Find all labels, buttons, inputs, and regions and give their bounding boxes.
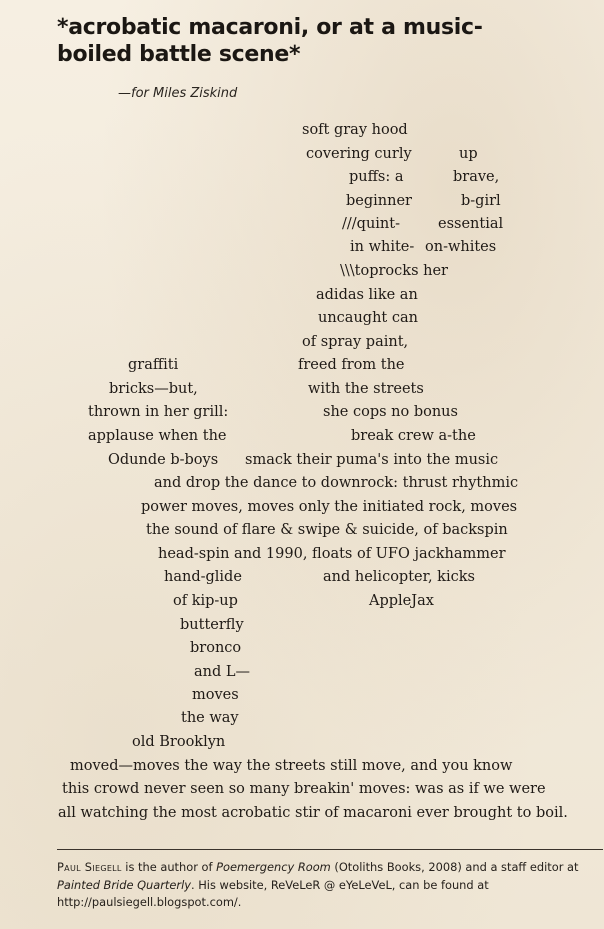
poem-line: of spray paint, <box>302 334 409 350</box>
poem-line: and L— <box>194 664 251 680</box>
poem-line: power moves, moves only the initiated rock, moves <box>141 499 518 515</box>
poem-line: ///quint- <box>342 216 400 232</box>
poem-line: beginner <box>346 193 412 209</box>
poem-line: covering curly <box>306 146 412 162</box>
bio-text: (Otoliths Books, 2008) and a staff editor at <box>330 860 579 874</box>
poem-line: hand-glide <box>164 569 242 585</box>
poem-line: up <box>459 146 478 162</box>
poem-title: *acrobatic macaroni, or at a music-boiled battle scene* <box>57 15 483 67</box>
poem-line: old Brooklyn <box>132 734 226 750</box>
dedication: —for Miles Ziskind <box>118 86 238 101</box>
poem-line: she cops no bonus <box>323 404 458 420</box>
poem-line: on-whites <box>425 239 497 255</box>
poem-line: \\\toprocks her <box>340 263 448 279</box>
bio-text: . His website, ReVeLeR @ eYeLeVeL, can be found at http://paulsiegell.blogspot.com/. <box>57 877 489 909</box>
poem-line: AppleJax <box>369 593 434 609</box>
poem-line: head-spin and 1990, floats of UFO jackhammer <box>158 546 506 562</box>
book-title: Poemergency Room <box>216 860 331 874</box>
poem-line: of kip-up <box>173 593 238 609</box>
bio-text: is the author of <box>121 860 217 874</box>
poem-line: the way <box>181 710 239 726</box>
poem-line: uncaught can <box>318 310 418 326</box>
poem-line: with the streets <box>308 381 424 397</box>
poem-line: graffiti <box>128 357 179 373</box>
poem-line: essential <box>438 216 504 232</box>
poem-line: thrown in her grill: <box>88 404 229 420</box>
poem-line: Odunde b-boys <box>108 452 219 468</box>
poem-line: applause when the <box>88 428 227 444</box>
poem-line: soft gray hood <box>302 122 408 138</box>
poem-line: this crowd never seen so many breakin' moves: was as if we were <box>62 781 546 797</box>
poem-line: freed from the <box>298 357 405 373</box>
poem-line: moved—moves the way the streets still move, and you know <box>70 758 513 774</box>
poem-line: smack their puma's into the music <box>245 452 499 468</box>
poem-line: the sound of flare & swipe & suicide, of backspin <box>146 522 508 538</box>
journal-title: Painted Bride Quarterly <box>57 877 191 892</box>
poem-line: bronco <box>190 640 242 656</box>
poem-line: moves <box>192 687 239 703</box>
poem-line: puffs: a <box>349 169 404 185</box>
poem-line: butterfly <box>180 617 244 633</box>
poem-line: b-girl <box>461 193 501 209</box>
poem-line: bricks—but, <box>109 381 198 397</box>
poem-line: brave, <box>453 169 500 185</box>
poem-line: and drop the dance to downrock: thrust rhythmic <box>154 475 519 491</box>
poem-line: and helicopter, kicks <box>323 569 475 585</box>
poem-line: all watching the most acrobatic stir of macaroni ever brought to boil. <box>58 805 568 821</box>
author-bio <box>57 859 603 912</box>
author-name: Paul Siegell <box>57 860 122 874</box>
poem-line: in white- <box>350 239 415 255</box>
poem-line: break crew a-the <box>351 428 476 444</box>
divider <box>57 849 603 850</box>
poem-line: adidas like an <box>316 287 418 303</box>
